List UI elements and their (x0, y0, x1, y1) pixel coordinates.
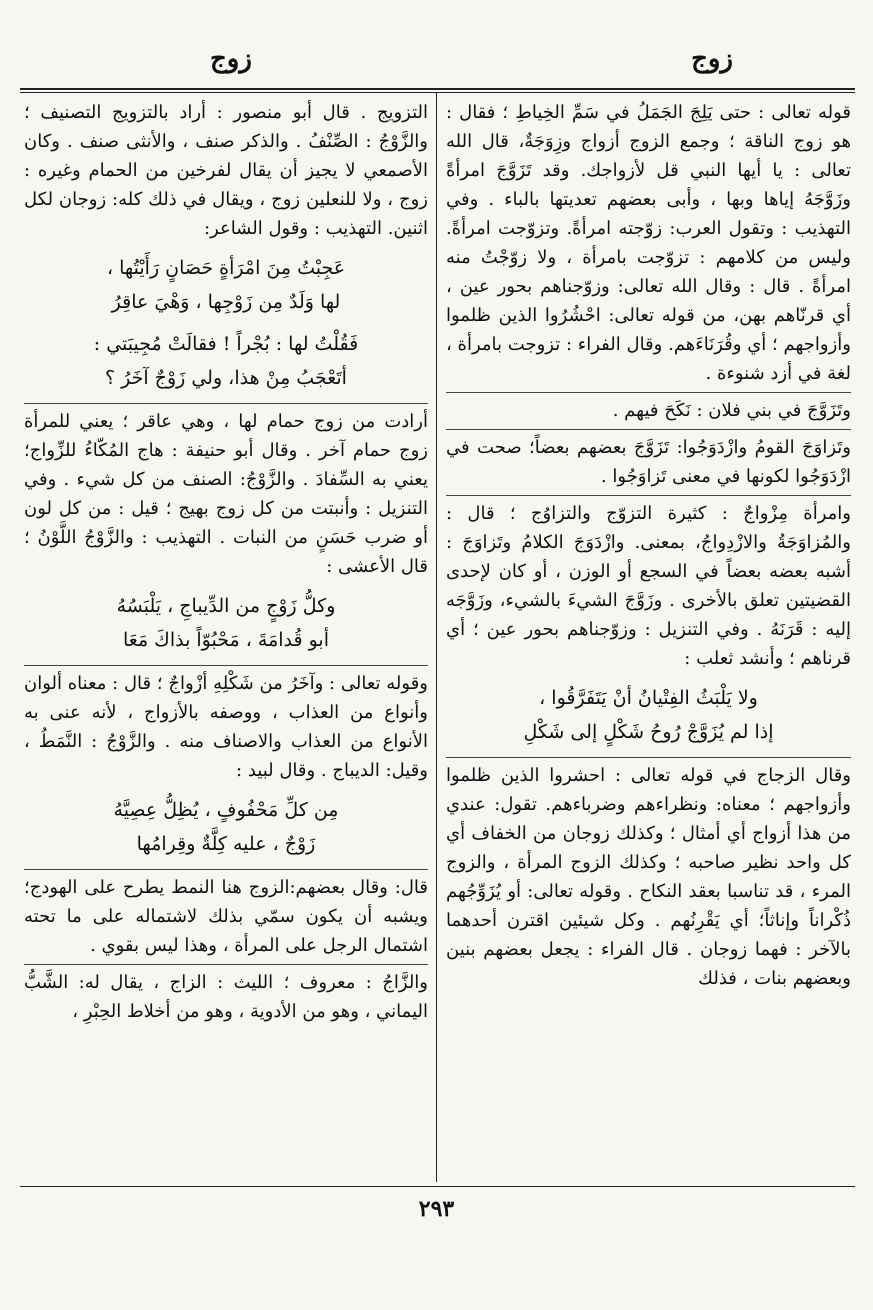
page-number: ٢٩٣ (418, 1196, 455, 1222)
paragraph: وامرأة مِزْواجٌ : كثيرة التزوّج والتزاوُج ؛ قال : والمُزاوَجَةُ والازْدِواجُ، بمعنى. وازْدَوَجَ الكلامُ وتَزاوَجَ : أشبه بعضه بعضاً في السجع أو الوزن ، أو كان لإحدى القضيتين تعلق بالأخرى . وزَوَّجَ الشيءَ بالشيء، وزَوَّجَه إليه : قَرَنَهُ . وفي التنزيل : وزوّجناهم بحور عين ؛ أي قرناهم ؛ وأنشد ثعلب : (446, 503, 851, 669)
poem-line: وكلُّ زَوْجٍ من الدِّيباجِ ، يَلْبَسُهُ (116, 595, 336, 617)
footer-rule (20, 1186, 855, 1187)
entry-separator (446, 495, 851, 496)
poem-line: أبو قُدامَةَ ، مَحْبُوّاً بذاكَ مَعَا (122, 629, 329, 651)
paragraph: وتَزاوَجَ القومُ وازْدَوَجُوا: تَزَوَّجَ بعضهم بعضاً؛ صحت في ازْدَوَجُوا لكونها في معنى تَزاوَجُوا . (446, 437, 851, 487)
header-rule (20, 88, 855, 90)
paragraph: وقال الزجاج في قوله تعالى : احشروا الذين ظلموا وأزواجهم ؛ معناه: ونظراءهم وضرباءهم. تقول: عندي من هذا أزواج أي أمثال ؛ وكذلك زوجان من الخفاف أي كل واحد نظير صاحبه ؛ وكذلك الزوج المرأة ، والزوج المرء ، قد تناسبا بعقد النكاح . وقوله تعالى: أو يُزَوِّجُهم ذُكْراناً وإناثاً؛ أي يَقْرِنُهم . وكل شيئين اقترن أحدهما بالآخر : فهما زوجان . قال الفراء : يجعل بعضهم بنين وبعضهم بنات ، فذلك (446, 765, 851, 989)
poem-line: عَجِبْتُ مِنَ امْرَأةٍ حَصَانٍ رَأَيْتُها ، (106, 257, 346, 279)
entry-separator (24, 964, 428, 965)
paragraph: وتَزَوَّجَ في بني فلان : نَكَحَ فيهم . (612, 400, 851, 421)
poem-verse (24, 251, 428, 319)
poem-line: أتَعْجَبُ مِنْ هذا، ولي زَوْجٌ آخَرُ ؟ (105, 367, 347, 389)
entry-separator (446, 429, 851, 430)
poem-verse (24, 589, 428, 657)
entry-separator (24, 403, 428, 404)
poem-line: لها وَلَدٌ مِن زَوْجِها ، وَهْيَ عاقِرُ (111, 291, 341, 313)
poem-line: ولا يَلْبَثُ الفِتْيانُ أنْ يَتَفَرَّقُوا ، (539, 687, 758, 709)
headword-right: زوج (691, 44, 733, 74)
entry-separator (24, 869, 428, 870)
entry-separator (446, 392, 851, 393)
headword-left: زوج (210, 44, 252, 74)
entry-separator (446, 757, 851, 758)
poem-line: فَقُلْتُ لها : بُجْراً ! فقالَتْ مُجِيبَتي : (93, 333, 359, 355)
paragraph: والزَّاجُ : معروف ؛ الليث : الزاج ، يقال له: الشَّبُّ اليماني ، وهو من الأدوية ، وهو من أخلاط الحِبْرِ ، (24, 972, 428, 1022)
poem-line: إذا لم يُزَوَّجْ رُوحُ شَكْلٍ إلى شَكْلِ (523, 721, 774, 743)
entry-separator (24, 665, 428, 666)
paragraph: قال: وقال بعضهم:الزوج هنا النمط يطرح على الهودج؛ ويشبه أن يكون سمّي بذلك لاشتماله على ما تحته اشتمال الرجل على المرأة ، وهذا ليس بقوي . (24, 877, 428, 956)
poem-verse (24, 327, 428, 395)
poem-line: مِن كلِّ مَحْفُوفٍ ، يُظِلُّ عِصِيَّهُ (113, 799, 339, 821)
paragraph: أرادت من زوج حمام لها ، وهي عاقر ؛ يعني للمرأة زوج حمام آخر . وقال أبو حنيفة : هاج المُكّاءُ للزِّواج؛ يعني به السِّفادَ . والزَّوْجُ: الصنف من كل شيء . وفي التنزيل : وأنبتت من كل زوج بهيج ؛ قيل : من كل لون أو ضرب حَسَنٍ من النبات . التهذيب : والزَّوْجُ اللَّوْنُ ؛ قال الأعشى : (24, 411, 428, 577)
header-rule-thin (20, 92, 855, 93)
paragraph: التزويج . قال أبو منصور : أراد بالتزويج التصنيف ؛ والزَّوْجُ : الصِّنْفُ . والذكر صنف ، والأنثى صنف . وكان الأصمعي لا يجيز أن يقال لفرخين من الحمام وغيره : زوج ، ولا للنعلين زوج ، ويقال في ذلك كله: زوجان لكل اثنين. التهذيب : وقول الشاعر: (24, 102, 428, 239)
poem-verse (24, 793, 428, 861)
poem-line: زَوْجٌ ، عليه كِلَّةٌ وقِرامُها (136, 833, 316, 855)
left-column (24, 98, 428, 1026)
paragraph: قوله تعالى : حتى يَلِجَ الجَمَلُ في سَمِّ الخِياطِ ؛ فقال : هو زوج الناقة ؛ وجمع الزوج أزواج وزِوَجَةٌ، قال الله تعالى : يا أيها النبي قل لأزواجك. وقد تَزَوَّجَ امرأةً وزَوَّجَهُ إياها وبها ، وأبى بعضهم تعديتها بالباء . وفي التهذيب : وتقول العرب: زوّجته امرأةً. وتزوّجت امرأةً. وليس من كلامهم : تزوّجت بامرأة ، ولا زوّجْتُ منه امرأةً . قال : وقال الله تعالى: وزوّجناهم بحور عين ، أي قرنّاهم بهن، من قوله تعالى: احْشُرُوا الذين ظلموا وأزواجهم ؛ أي وقُرَنَاءَهم. وقال الفراء : تزوجت بامرأة ، لغة في أزد شنوءة . (446, 102, 851, 384)
poem-verse (446, 681, 851, 749)
right-column (446, 98, 851, 993)
paragraph: وقوله تعالى : وآخَرُ من شَكْلِهِ أزْواجٌ ؛ قال : معناه ألوان وأنواع من العذاب ، ووصفه بالأزواج ، لأنه عنى به الأنواع من العذاب والاصناف منه . والزَّوْجُ : النَّمَطُ ، وقيل: الديباج . وقال لبيد : (24, 673, 428, 781)
column-divider (436, 92, 437, 1182)
